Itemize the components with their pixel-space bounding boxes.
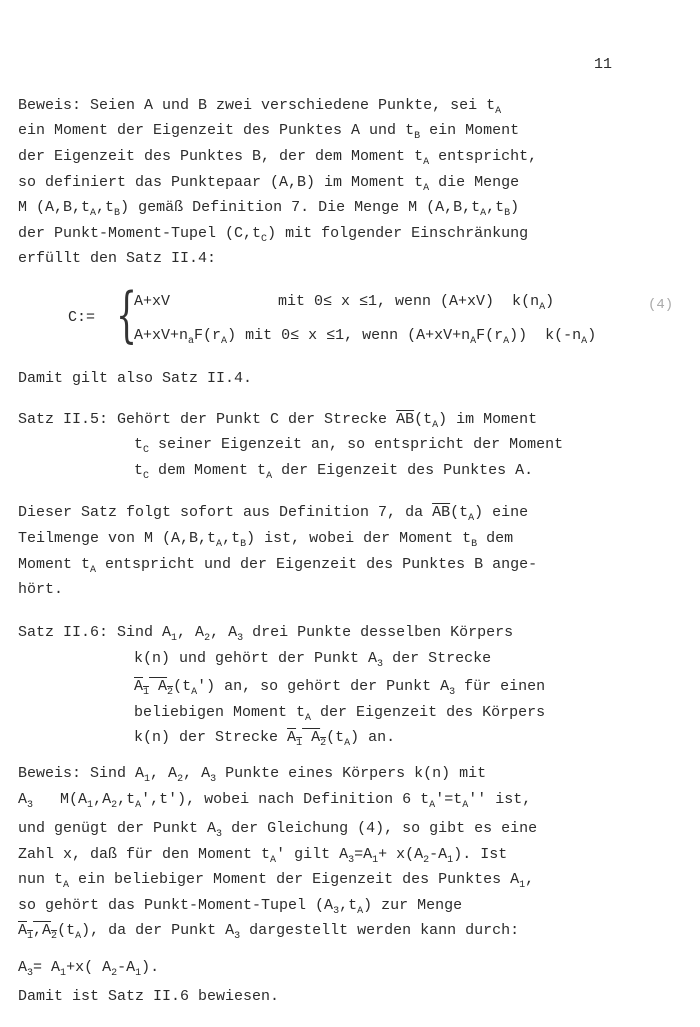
proof2-line-5: nun $t_A$ ein beliebiger Moment der Eigenzeit des Punktes $A_1$, [18,871,535,891]
satz5-line-2: $t_C$ seiner Eigenzeit an, so entspricht der Moment [134,436,564,456]
formula-lhs: C:= [68,309,96,326]
equation-number: (4) [648,297,674,313]
proof2-line-4: Zahl x, daß für den Moment $t_A'$ gilt $A_3=A_1+ x(A_2-A_1)$. Ist [18,846,508,866]
proof1-line-4: so definiert das Punktepaar (A,B) im Moment $t_A$ die Menge [18,174,520,194]
proof1-line-2: ein Moment der Eigenzeit des Punktes A und $t_B$ ein Moment [18,122,520,142]
para2-line-2: Teilmenge von M $(A,B,t_A,t_B)$ ist, wobei der Moment $t_B$ dem [18,530,514,550]
proof1-line-6: der Punkt-Moment-Tupel $(C,t_C)$ mit folgender Einschränkung [18,225,529,245]
satz6-line-3: $A_1$ $A_2(t_A')$ an, so gehört der Punkt $A_3$ für einen [134,678,546,698]
proof2-line-3: und genügt der Punkt $A_3$ der Gleichung (4), so gibt es eine [18,820,538,840]
proof2-line-7: $A_1,A_2(t_A)$, da der Punkt $A_3$ dargestellt werden kann durch: [18,922,520,942]
proof1-line-3: der Eigenzeit des Punktes B, der dem Moment $t_A$ entspricht, [18,148,538,168]
satz6-line-4: beliebigen Moment $t_A$ der Eigenzeit des Körpers [134,704,546,724]
satz5-line-3: $t_C$ dem Moment $t_A$ der Eigenzeit des Punktes A. [134,462,534,482]
formula-row-2: $A+xV+n_aF(r_A)$ mit 0≤ x ≤1, wenn $(A+xV+n_AF(r_A))$ $k(-n_A)$ [134,327,597,347]
proof1-line-7: erfüllt den Satz II.4: [18,250,217,267]
formula-brace: { [116,280,138,350]
proof2-line-6: so gehört das Punkt-Moment-Tupel $(A_3,t_A)$ zur Menge [18,897,463,917]
proof1-line-5: M $(A,B,t_A,t_B)$ gemäß Definition 7. Die Menge M $(A,B,t_A,t_B)$ [18,199,520,219]
satz5-line-1: Satz II.5: Gehört der Punkt C der Strecke $\overline{AB}(t_A)$ im Moment [18,411,538,431]
satz6-line-2: k(n) und gehört der Punkt $A_3$ der Strecke [134,650,492,670]
formula-row-1: A+xV mit 0≤ x ≤1, wenn (A+xV) $k(n_A)$ [134,293,555,313]
para2-line-1: Dieser Satz folgt sofort aus Definition 7, da $\overline{AB}(t_A)$ eine [18,504,529,524]
page-number: 11 [594,56,613,73]
proof1-line-1: Beweis: Seien A und B zwei verschiedene Punkte, sei $t_A$ [18,97,502,117]
para2-line-4: hört. [18,581,64,598]
proof2-line-9: Damit ist Satz II.6 bewiesen. [18,988,280,1005]
para2-line-3: Moment $t_A$ entspricht und der Eigenzeit des Punktes B ange- [18,556,538,576]
satz6-line-5: k(n) der Strecke $A_1$ $A_2(t_A)$ an. [134,729,396,749]
satz6-line-1: Satz II.6: Sind $A_1$, $A_2$, $A_3$ drei Punkte desselben Körpers [18,624,514,644]
proof2-line-1: Beweis: Sind $A_1$, $A_2$, $A_3$ Punkte eines Körpers k(n) mit [18,765,487,785]
proof2-line-8: $A_3= A_1+x$( $A_2-A_1$). [18,959,160,979]
proof2-line-2: $A_3$ $M(A_1,A_2,t_A',t')$, wobei nach Definition 6 $t_A'=t_A''$ ist, [18,791,532,811]
after-formula-line: Damit gilt also Satz II.4. [18,370,253,387]
